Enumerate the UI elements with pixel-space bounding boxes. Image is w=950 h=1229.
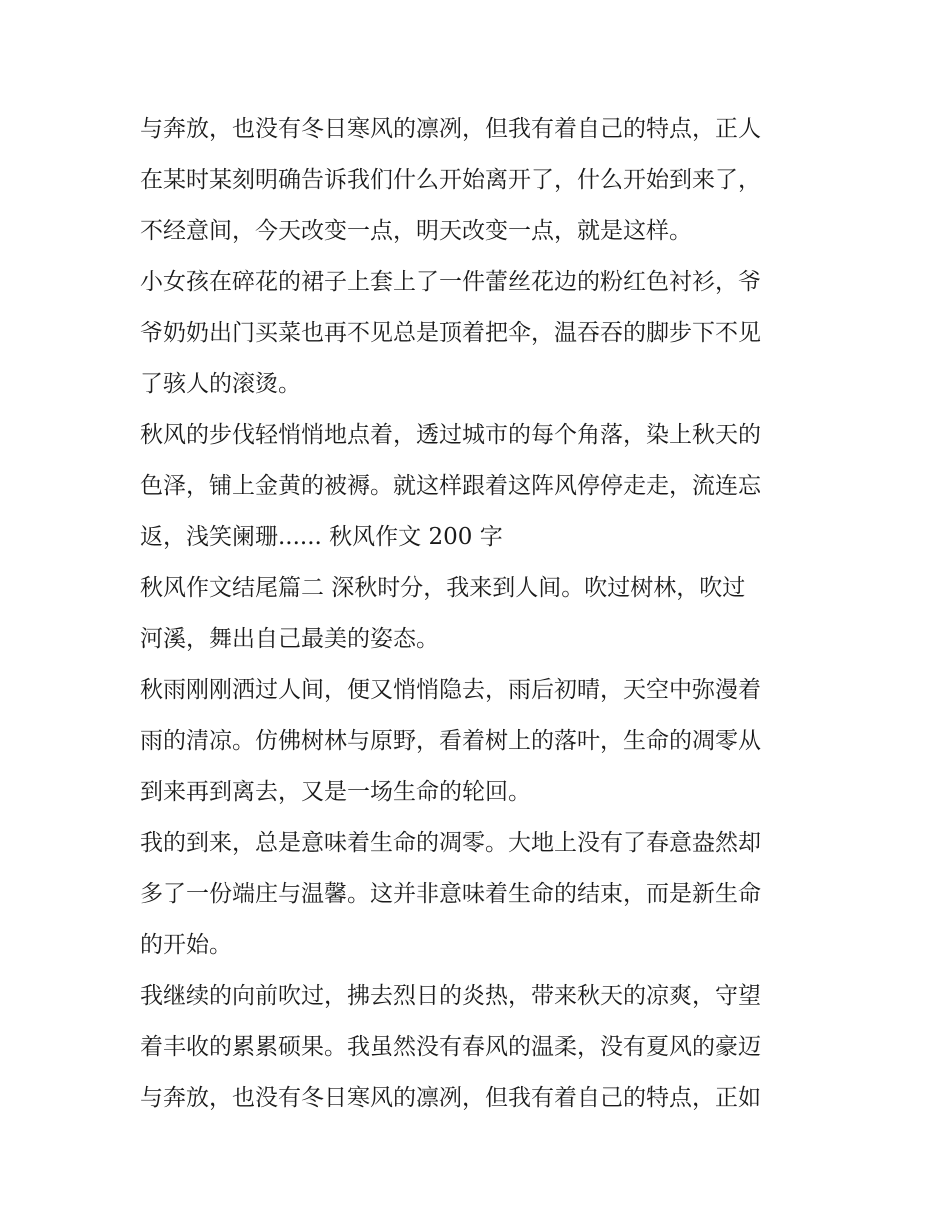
text-line: 秋雨刚刚洒过人间，便又悄悄隐去，雨后初晴，天空中弥漫着 bbox=[140, 677, 761, 703]
text-line: 雨的清凉。仿佛树林与原野，看着树上的落叶，生命的凋零从 bbox=[140, 728, 761, 754]
text-line: 爷奶奶出门买菜也再不见总是顶着把伞，温吞吞的脚步下不见 bbox=[140, 320, 761, 346]
text-line: 色泽，铺上金黄的被褥。就这样跟着这阵风停停走走，流连忘 bbox=[140, 473, 761, 499]
text-line: 不经意间，今天改变一点，明天改变一点，就是这样。 bbox=[140, 218, 692, 244]
paragraph-7 bbox=[140, 971, 820, 1124]
text-line: 了骇人的滚烫。 bbox=[140, 371, 301, 397]
text-line: 与奔放，也没有冬日寒风的凛冽，但我有着自己的特点，正如 bbox=[140, 1085, 761, 1111]
paragraph-5 bbox=[140, 665, 820, 818]
text-line: 在某时某刻明确告诉我们什么开始离开了，什么开始到来了， bbox=[140, 167, 761, 193]
paragraph-3 bbox=[140, 410, 820, 563]
text-line: 河溪，舞出自己最美的姿态。 bbox=[140, 626, 439, 652]
paragraph-4 bbox=[140, 563, 820, 665]
paragraph-6 bbox=[140, 818, 820, 971]
text-line: 秋风的步伐轻悄悄地点着，透过城市的每个角落，染上秋天的 bbox=[140, 422, 761, 448]
document-body bbox=[140, 104, 820, 1124]
text-line: 我继续的向前吹过，拂去烈日的炎热，带来秋天的凉爽，守望 bbox=[140, 983, 761, 1009]
text-line: 的开始。 bbox=[140, 932, 232, 958]
text-line: 小女孩在碎花的裙子上套上了一件蕾丝花边的粉红色衬衫，爷 bbox=[140, 269, 761, 295]
text-line: 多了一份端庄与温馨。这并非意味着生命的结束，而是新生命 bbox=[140, 881, 761, 907]
text-line: 着丰收的累累硕果。我虽然没有春风的温柔，没有夏风的豪迈 bbox=[140, 1034, 761, 1060]
text-line: 返，浅笑阑珊...... 秋风作文 200 字 bbox=[140, 524, 503, 550]
paragraph-2 bbox=[140, 257, 820, 410]
paragraph-1 bbox=[140, 104, 820, 257]
text-line: 我的到来，总是意味着生命的凋零。大地上没有了春意盎然却 bbox=[140, 830, 761, 856]
text-line: 到来再到离去，又是一场生命的轮回。 bbox=[140, 779, 531, 805]
text-line: 与奔放，也没有冬日寒风的凛冽，但我有着自己的特点，正人 bbox=[140, 116, 761, 142]
text-line: 秋风作文结尾篇二 深秋时分，我来到人间。吹过树林，吹过 bbox=[140, 575, 746, 601]
